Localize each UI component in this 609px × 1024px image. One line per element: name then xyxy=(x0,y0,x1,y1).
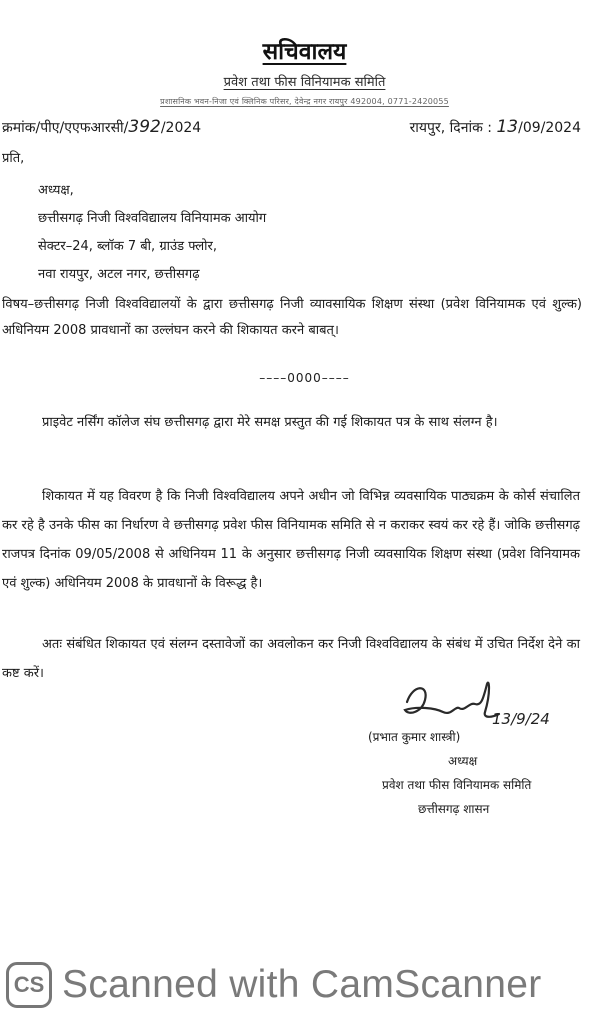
salutation: प्रति, xyxy=(2,151,25,166)
para2-text: शिकायत में यह विवरण है कि निजी विश्वविद्यालय अपने अधीन जो विभिन्न व्यवसायिक पाठ्यक्रम के कोर्स संचालित कर रहे है उनके फीस का निर्धारण वे छत्तीसगढ़ प्रवेश फीस विनियामक समिति से न कराकर स्वयं कर रहे हैं। जोकि छत्तीसगढ़ राजपत्र दिनांक 09/05/2008 से अधिनियम 11 के अनुसार छत्तीसगढ़ निजी व्यवसायिक शिक्षण संस्था (प्रवेश विनियामक एवं शुल्क) अधिनियम 2008 के प्रावधानों के विरूद्ध है। xyxy=(2,489,580,591)
signatory-designation: अध्यक्ष xyxy=(448,754,478,768)
signature-mark xyxy=(395,672,505,732)
signature-date: 13/9/24 xyxy=(492,710,550,728)
page-title: सचिवालय xyxy=(262,39,347,65)
camscanner-logo-icon: CS xyxy=(6,962,52,1008)
signatory-government: छत्तीसगढ़ शासन xyxy=(418,802,490,816)
camscanner-text: Scanned with CamScanner xyxy=(62,963,542,1006)
ref-year: /2024 xyxy=(160,120,202,136)
para3-text: अतः संबंधित शिकायत एवं संलग्न दस्तावेजों का अवलोकन कर निजी विश्वविद्यालय के संबंध में उचित निर्देश देने का कष्ट करें। xyxy=(2,637,580,681)
place-and-date xyxy=(410,117,581,137)
recipient-line-3: सेक्टर–24, ब्लॉक 7 बी, ग्राउंड फ्लोर, xyxy=(38,239,217,254)
recipient-line-2: छत्तीसगढ़ निजी विश्वविद्यालय विनियामक आयोग xyxy=(38,211,267,226)
para1-text: प्राइवेट नर्सिंग कॉलेज संघ छत्तीसगढ़ द्वारा मेरे समक्ष प्रस्तुत की गई शिकायत पत्र के साथ संलग्न है। xyxy=(42,415,498,430)
separator: ––––0000–––– xyxy=(259,371,350,385)
date-rest: /09/2024 xyxy=(518,120,581,136)
body-paragraph-1 xyxy=(2,408,580,437)
ref-number-handwritten: 392 xyxy=(128,117,161,137)
committee-name: प्रवेश तथा फीस विनियामक समिति xyxy=(223,75,386,90)
recipient-line-1: अध्यक्ष, xyxy=(38,183,74,198)
signatory-organization: प्रवेश तथा फीस विनियामक समिति xyxy=(382,778,532,792)
subject-line: विषय–छत्तीसगढ़ निजी विश्वविद्यालयों के द्वारा छत्तीसगढ़ निजी व्यावसायिक शिक्षण संस्था (प्रवेश विनियामक एवं शुल्क) अधिनियम 2008 प्रावधानों का उल्लंघन करने की शिकायत करने बाबत्। xyxy=(2,297,582,338)
date-handwritten: 13 xyxy=(496,117,519,137)
body-paragraph-2 xyxy=(2,482,580,598)
office-address: प्रशासनिक भवन-निजा एवं क्लिनिक परिसर, देवेन्द्र नगर रायपुर 492004, 0771-2420055 xyxy=(160,97,449,106)
ref-prefix: क्रमांक/पीए/एएफआरसी/ xyxy=(2,120,129,136)
reference-number xyxy=(2,117,201,137)
place-prefix: रायपुर, दिनांक : xyxy=(409,120,493,136)
recipient-line-4: नवा रायपुर, अटल नगर, छत्तीसगढ़ xyxy=(38,267,200,282)
signatory-name: (प्रभात कुमार शास्त्री) xyxy=(368,730,461,744)
camscanner-watermark xyxy=(6,960,606,1010)
